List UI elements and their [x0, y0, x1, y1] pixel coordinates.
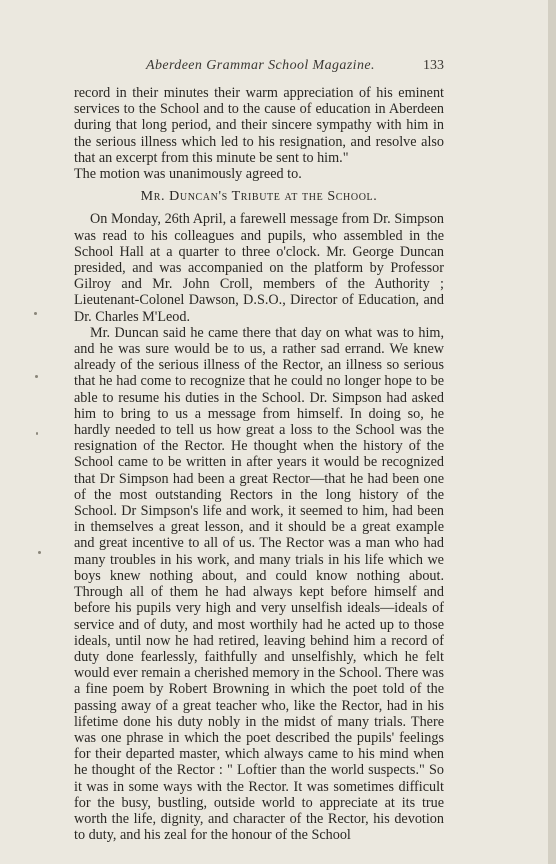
- section-heading: Mr. Duncan's Tribute at the School.: [140, 189, 378, 205]
- paragraph-farewell-message: On Monday, 26th April, a farewell message from Dr. Simpson was read to his colleagues and pupils, who assembled in the School Hall at a quarter to three o'clock. Mr. George Duncan presided, and was accompanied on the platform by Professor Gilroy and Mr. John Croll, members of the Authority ; Lieutenant-Colonel Dawson, D.S.O., Director of Education, and Dr. Charles M'Leod.: [74, 211, 444, 325]
- running-head-title: Aberdeen Grammar School Magazine.: [146, 58, 375, 73]
- page-number: 133: [423, 58, 444, 73]
- body-text: [74, 85, 444, 843]
- paper-speck: [34, 312, 37, 315]
- paragraph-duncan-tribute: Mr. Duncan said he came there that day on what was to him, and he was sure would be to us, a rather sad errand. We knew already of the serious illness of the Rector, an illness so serious that he had come to recognize that he could no longer hope to be able to resume his duties in the School. Dr. Simpson had asked him to bring to us a message from himself. In doing so, he hardly needed to tell us how great a loss to the School was the resignation of the Rector. He thought when the history of the School came to be written in after years it would be recognized that Dr Simpson had been a great Rector—that he had been one of the most outstanding Rectors in the long history of the School. Dr Simpson's life and work, it seemed to him, had been in themselves a great lesson, and it should be a great example and great incentive to all of us. The Rector was a man who had many troubles in his work, and many trials in his life which we boys knew nothing about, and could know nothing about. Through all of them he had always kept before himself and before his pupils very high and very unselfish ideals—ideals of service and of duty, and most worthily had he acted up to those ideals, until now he had retired, leaving behind him a record of duty done fearlessly, faithfully and unselfishly, which he felt would ever remain a cherished memory in the School. There was a fine poem by Robert Browning in which the poet told of the passing away of a great teacher who, like the Rector, had in his lifetime done his duty nobly in the midst of many trials. There was one phrase in which the poet described the pupils' feelings for their departed master, which always came to his mind when he thought of the Rector : " Loftier than the world suspects." So it was in some ways with the Rector. It was sometimes difficult for the busy, bustling, outside world to appreciate at its true worth the life, dignity, and character of the Rector, his devotion to duty, and his zeal for the honour of the School: [74, 324, 444, 844]
- quoted-minute-block: record in their minutes their warm appreciation of his eminent services to the School and to the cause of education in Aberdeen during that long period, and their sincere sympathy with him in the serious illness which led to his resignation, and resolve also that an excerpt from this minute be sent to him.": [74, 85, 444, 166]
- paper-speck: [38, 551, 41, 554]
- paper-speck: [35, 375, 38, 378]
- motion-line: The motion was unanimously agreed to.: [74, 166, 302, 183]
- page-edge: [548, 0, 556, 864]
- running-head: [74, 58, 444, 78]
- paper-speck: [36, 432, 38, 435]
